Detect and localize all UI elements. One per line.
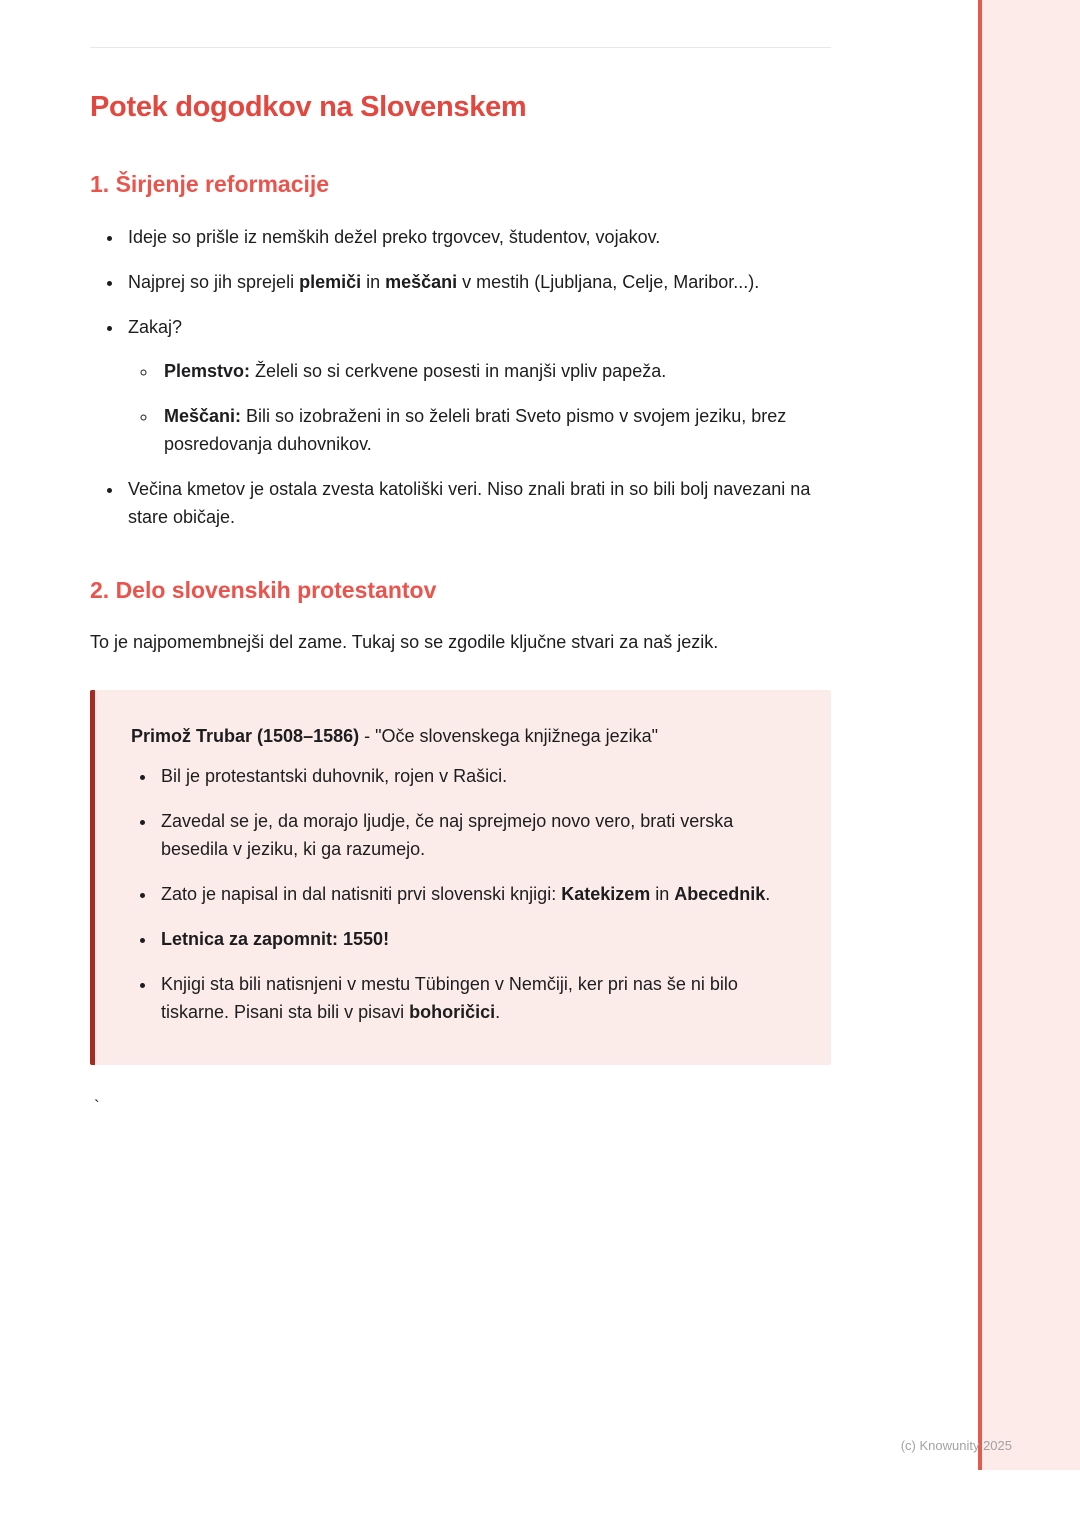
text-segment: Zavedal se je, da morajo ljudje, če naj sprejmejo novo vero, brati verska besedila v jeziku, ki ga razumejo.	[161, 811, 734, 860]
trubar-callout-box	[90, 690, 831, 1065]
list-item	[157, 970, 791, 1026]
text-segment: .	[765, 884, 771, 905]
text-segment: Najprej so jih sprejeli	[128, 271, 300, 292]
list-item	[124, 313, 831, 458]
bold-text-segment: Abecednik	[674, 884, 766, 905]
bold-text-segment: Plemstvo:	[164, 360, 251, 381]
list-item	[157, 925, 791, 953]
page-edge-strip	[978, 0, 1080, 1470]
callout-bullet-list	[131, 762, 791, 1026]
text-segment: Želeli so si cerkvene posesti in manjši vpliv papeža.	[250, 360, 667, 381]
bold-text-segment: meščani	[385, 271, 458, 292]
list-item	[124, 475, 831, 531]
bold-text-segment: Letnica za zapomnit: 1550!	[161, 929, 390, 950]
stray-backtick-character: `	[94, 1097, 100, 1117]
top-divider	[90, 47, 831, 48]
text-segment: Zato je napisal in dal natisniti prvi slovenski knjigi:	[161, 884, 562, 905]
list-item	[158, 357, 831, 385]
callout-title	[131, 722, 791, 750]
text-segment: in	[650, 884, 675, 905]
section-heading-delo: 2. Delo slovenskih protestantov	[90, 576, 437, 603]
section-heading-sirjenje: 1. Širjenje reformacije	[90, 170, 330, 197]
text-segment: Ideje so prišle iz nemških dežel preko trgovcev, študentov, vojakov.	[128, 226, 661, 247]
list-item	[158, 402, 831, 458]
text-segment: Bili so izobraženi in so želeli brati Sveto pismo v svojem jeziku, brez posredovanja duhovnikov.	[164, 405, 787, 454]
text-segment: Knjigi sta bili natisnjeni v mestu Tübingen v Nemčiji, ker pri nas še ni bilo tiskarne. Pisani sta bili v pisavi	[161, 974, 738, 1023]
footer-credit: (c) Knowunity 2025	[900, 1438, 1012, 1453]
bold-text-segment: Meščani:	[164, 405, 242, 426]
list-item	[124, 268, 831, 296]
document-content	[90, 47, 831, 1117]
list-item	[157, 880, 791, 908]
text-segment: .	[495, 1002, 501, 1023]
text-segment: - "Oče slovenskega knjižnega jezika"	[359, 726, 659, 747]
bold-text-segment: bohoričici	[409, 1002, 496, 1023]
text-segment: Večina kmetov je ostala zvesta katoliški veri. Niso znali brati in so bili bolj navezani na stare običaje.	[128, 478, 811, 527]
text-segment: Bil je protestantski duhovnik, rojen v Rašici.	[161, 766, 508, 787]
sub-bullet-list	[128, 357, 831, 458]
delo-intro-paragraph: To je najpomembnejši del zame. Tukaj so se zgodile ključne stvari za naš jezik.	[90, 632, 719, 653]
bold-text-segment: plemiči	[299, 271, 362, 292]
list-item	[124, 223, 831, 251]
text-segment: in	[361, 271, 386, 292]
bold-text-segment: Katekizem	[561, 884, 651, 905]
list-item	[157, 762, 791, 790]
sirjenje-bullet-list	[90, 223, 831, 531]
text-segment: Zakaj?	[128, 316, 183, 337]
bold-text-segment: Primož Trubar (1508–1586)	[131, 726, 360, 747]
text-segment: v mestih (Ljubljana, Celje, Maribor...).	[457, 271, 760, 292]
list-item	[157, 807, 791, 863]
page-title: Potek dogodkov na Slovenskem	[90, 91, 527, 123]
